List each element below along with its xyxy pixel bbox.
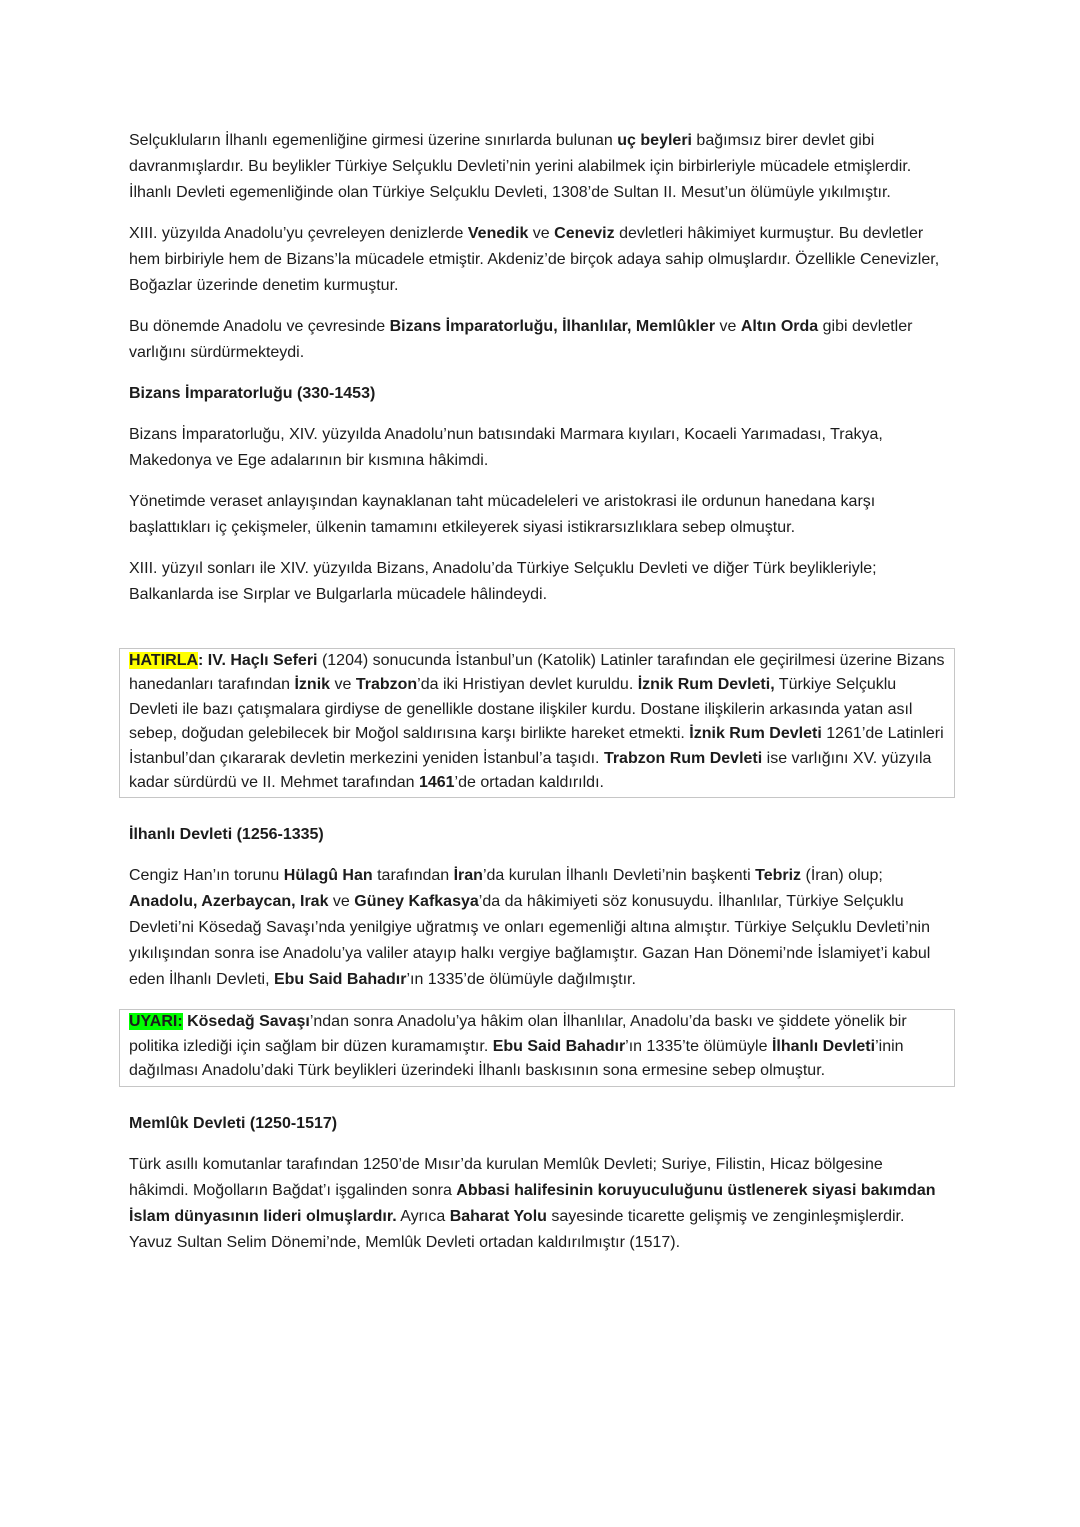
bold-text: Trabzon Rum Devleti [603,749,763,767]
bold-text: İran [453,867,483,885]
bold-text: : IV. Haçlı Seferi [198,652,318,669]
bold-text: 1461 [418,774,455,792]
bold-text: Ebu Said Bahadır [273,971,407,989]
text-segment: ’de ortadan kaldırıldı. [454,774,604,792]
text-segment: devletleri hâkimiyet kurmuştur. Bu devletler hem birbiriyle hem de Bizans’la mücadele etmiştir. Akdeniz’de birçok adaya sahip olmuşlardır. Özellikle Cenevizler, Boğazlar üzerinde denetim kurmuştur. [129,225,940,294]
paragraph-bizans-topraklari [129,422,941,474]
bold-text: uç beyleri [617,132,692,149]
text-segment: Selçukluların İlhanlı egemenliğine girmesi üzerine sınırlarda bulunan [129,132,618,149]
text-segment: ’ın 1335’te ölümüyle [625,1037,772,1055]
text-segment: Ayrıca [396,1207,450,1225]
bold-text: Güney Kafkasya [354,893,479,911]
paragraph-bizans-mucadele [129,556,941,608]
text-segment: (1204) sonucunda İstanbul’un (Katolik) Latinler tarafından ele geçirilmesi üzerine Bizans hanedanları tarafından [129,652,945,694]
text-segment: Türkiye Selçuklu Devleti ile bazı çatışmalara girdiyse de genellikle dostane ilişkiler kurdu. Dostane ilişkilerin arkasında yatan asıl sebep, doğudan gelebilecek bir Moğol saldırısına karşı birlikte hareket etmekti. [129,676,913,743]
bold-text: Baharat Yolu [449,1207,547,1225]
bold-text: İznik Rum Devleti, [637,676,775,694]
text-segment: ve [330,676,356,694]
bold-text: Anadolu, Azerbaycan, Irak [129,893,329,911]
text-segment: ise varlığını XV. yüzyıla kadar sürdürdü ve II. Mehmet tarafından [129,749,932,792]
section-heading-ilhanli: İlhanlı Devleti (1256-1335) [129,826,324,844]
text-segment: ve [715,318,741,335]
text-segment: XIII. yüzyılda Anadolu’yu çevreleyen denizlerde [129,225,468,242]
bold-text: İznik [294,676,331,694]
text-segment: Cengiz Han’ın torunu [129,867,284,885]
highlight-label: UYARI: [129,1013,183,1031]
text-segment: Bu dönemde Anadolu ve çevresinde [129,318,390,335]
highlight-label: HATIRLA [129,652,199,669]
text-segment: ’ın 1335’de ölümüyle dağılmıştır. [406,971,636,989]
text-segment: bağımsız birer devlet gibi davranmışlardır. Bu beylikler Türkiye Selçuklu Devleti’nin yerini alabilmek için birbirleriyle mücadele etmişlerdir. İlhanlı Devleti egemenliğinde olan Türkiye Selçuklu Devleti, 1308’de Sultan II. Mesut’un ölümüyle yıkılmıştır. [129,132,912,201]
paragraph-ilhanli [129,863,941,993]
paragraph-anadolu-devletleri [129,314,941,366]
text-segment: tarafından [372,867,454,885]
text-segment: ’da da hâkimiyeti söz konusuydu. İlhanlılar, Türkiye Selçuklu Devleti’ni Kösedağ Savaşı’nda yenilgiye uğratmış ve onları egemenliği altına almıştır. Türkiye Selçuklu Devleti’nin yıkılışından sonra ise Anadolu’ya valiler atayıp halkı vergiye bağlamıştır. Gazan Han Dönemi’nde İslamiyet’i kabul eden İlhanlı Devleti, [129,893,931,989]
section-heading-memluk: Memlûk Devleti (1250-1517) [129,1114,338,1132]
paragraph-venedik-ceneviz [129,221,941,299]
bold-text: Ebu Said Bahadır [492,1037,626,1055]
text-segment: 1261’de Latinleri İstanbul’dan çıkararak devletin merkezini yeniden İstanbul’a taşıdı. [129,725,944,767]
hatirla-note-box [119,648,955,798]
section-heading-bizans: Bizans İmparatorluğu (330-1453) [129,385,376,402]
bold-text: Kösedağ Savaşı [187,1013,310,1031]
text-segment: XIII. yüzyıl sonları ile XIV. yüzyılda Bizans, Anadolu’da Türkiye Selçuklu Devleti ve diğer Türk beylikleriyle; Balkanlarda ise Sırplar ve Bulgarlarla mücadele hâlindeydi. [129,560,877,603]
text-segment: sayesinde ticarette gelişmiş ve zenginleşmişlerdir. Yavuz Sultan Selim Dönemi’nde, Memlûk Devleti ortadan kaldırılmıştır (1517). [129,1207,905,1251]
text-segment: ve [328,893,355,911]
bold-text: İznik Rum Devleti [689,725,822,743]
text-segment: ’da iki Hristiyan devlet kuruldu. [417,676,638,694]
bold-text: Ceneviz [554,225,615,242]
paragraph-bizans-yonetim [129,489,941,541]
bold-text: Hülagû Han [283,867,373,885]
bold-text: Abbasi halifesinin koruyuculuğunu üstlenerek siyasi bakımdan İslam dünyasının lideri olmuşlardır. [129,1181,936,1225]
bold-text: Bizans İmparatorluğu, İlhanlılar, Memlûkler [389,318,716,335]
text-segment: ve [528,225,555,242]
text-segment: (İran) olup; [801,867,883,885]
paragraph-uc-beyleri [129,128,941,206]
text-segment: ’inin dağılması Anadolu’daki Türk beylikleri üzerindeki İlhanlı baskısının sona ermesine sebep olmuştur. [129,1037,904,1080]
bold-text: İlhanlı Devleti [771,1037,876,1055]
paragraph-memluk [129,1152,941,1256]
text-segment: Türk asıllı komutanlar tarafından 1250’de Mısır’da kurulan Memlûk Devleti; Suriye, Filistin, Hicaz bölgesine hâkimdi. Moğolların Bağdat’ı işgalinden sonra [129,1155,883,1199]
text-segment: ’ndan sonra Anadolu’ya hâkim olan İlhanlılar, Anadolu’da baskı ve şiddete yönelik bir politika izlediği için sağlam bir düzen kuramamıştır. [129,1013,907,1055]
uyari-note-box [119,1009,955,1086]
bold-text: Trabzon [355,676,418,694]
text-segment: gibi devletler varlığını sürdürmekteydi. [129,318,913,361]
text-segment: Bizans İmparatorluğu, XIV. yüzyılda Anadolu’nun batısındaki Marmara kıyıları, Kocaeli Yarımadası, Trakya, Makedonya ve Ege adalarının bir kısmına hâkimdi. [129,426,883,469]
bold-text: Tebriz [755,867,802,885]
bold-text: Venedik [467,225,529,242]
text-segment: ’da kurulan İlhanlı Devleti’nin başkenti [482,867,756,885]
bold-text: Altın Orda [740,318,819,335]
text-segment: Yönetimde veraset anlayışından kaynaklanan taht mücadeleleri ve aristokrasi ile ordunun hanedana karşı başlattıkları iç çekişmeler, ülkenin tamamını etkileyerek siyasi istikrarsızlıklara sebep olmuştur. [129,493,876,536]
